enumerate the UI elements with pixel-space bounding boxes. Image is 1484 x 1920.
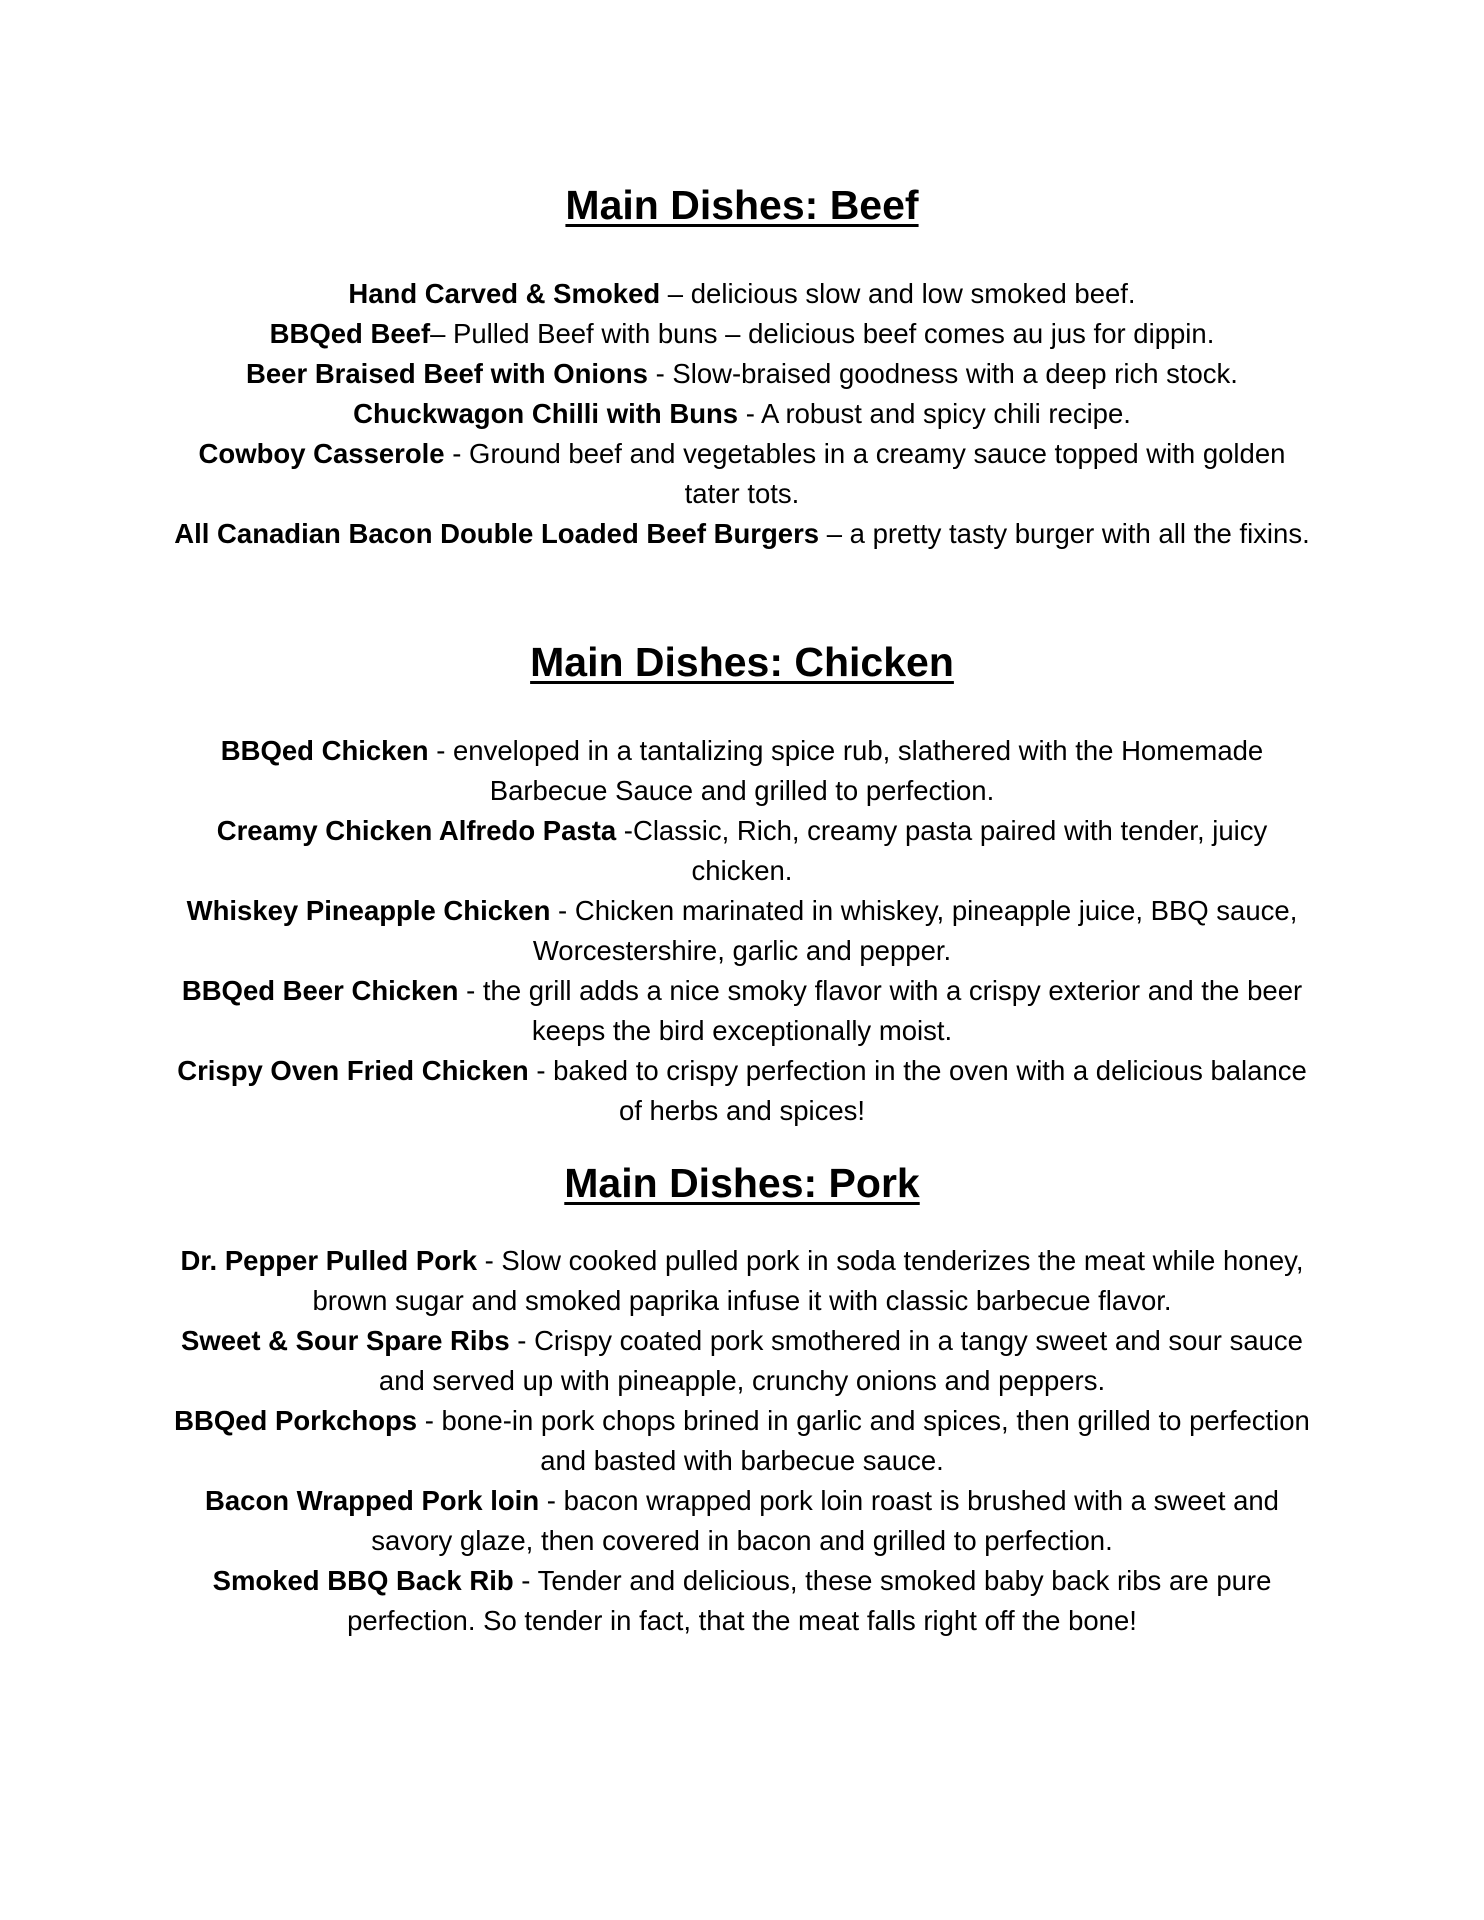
dish-name: Whiskey Pineapple Chicken	[186, 895, 551, 926]
dish-item	[170, 1051, 1314, 1131]
dish-name: Dr. Pepper Pulled Pork	[180, 1245, 477, 1276]
dish-description: - Ground beef and vegetables in a creamy sauce topped with golden tater tots.	[444, 438, 1286, 509]
dish-description: -Classic, Rich, creamy pasta paired with tender, juicy chicken.	[616, 815, 1268, 886]
dish-description: - Slow cooked pulled pork in soda tenderizes the meat while honey, brown sugar and smoked paprika infuse it with classic barbecue flavor.	[312, 1245, 1304, 1316]
dish-item	[170, 731, 1314, 811]
dish-description: - Slow-braised goodness with a deep rich stock.	[647, 358, 1238, 389]
dish-item	[170, 314, 1314, 354]
section-pork	[170, 1158, 1314, 1641]
dish-description: - Tender and delicious, these smoked baby back ribs are pure perfection. So tender in fact, that the meat falls right off the bone!	[347, 1565, 1272, 1636]
dish-name: BBQed Beef	[269, 318, 431, 349]
dish-list	[170, 1241, 1314, 1641]
dish-description: - Crispy coated pork smothered in a tangy sweet and sour sauce and served up with pineapple, crunchy onions and peppers.	[378, 1325, 1303, 1396]
section-title: Main Dishes: Beef	[565, 182, 919, 228]
dish-description: – delicious slow and low smoked beef.	[660, 278, 1136, 309]
dish-name: Sweet & Sour Spare Ribs	[181, 1325, 510, 1356]
dish-item	[170, 1321, 1314, 1401]
dish-item	[170, 891, 1314, 971]
dish-name: BBQed Porkchops	[174, 1405, 418, 1436]
dish-item	[170, 394, 1314, 434]
dish-description: - bone-in pork chops brined in garlic and spices, then grilled to perfection and basted with barbecue sauce.	[417, 1405, 1310, 1476]
dish-description: - bacon wrapped pork loin roast is brushed with a sweet and savory glaze, then covered in bacon and grilled to perfection.	[371, 1485, 1279, 1556]
dish-item	[170, 354, 1314, 394]
dish-name: Smoked BBQ Back Rib	[212, 1565, 514, 1596]
dish-list	[170, 731, 1314, 1131]
dish-description: - baked to crispy perfection in the oven with a delicious balance of herbs and spices!	[528, 1055, 1307, 1126]
dish-name: Cowboy Casserole	[198, 438, 445, 469]
dish-description: - enveloped in a tantalizing spice rub, slathered with the Homemade Barbecue Sauce and grilled to perfection.	[428, 735, 1264, 806]
section-chicken	[170, 637, 1314, 1131]
section-beef	[170, 180, 1314, 554]
dish-description: - the grill adds a nice smoky flavor with a crispy exterior and the beer keeps the bird exceptionally moist.	[458, 975, 1303, 1046]
dish-description: – a pretty tasty burger with all the fixins.	[819, 518, 1310, 549]
dish-item	[170, 434, 1314, 514]
dish-item	[170, 811, 1314, 891]
dish-name: Bacon Wrapped Pork loin	[205, 1485, 540, 1516]
dish-name: Beer Braised Beef with Onions	[246, 358, 648, 389]
dish-name: BBQed Beer Chicken	[181, 975, 459, 1006]
dish-item	[170, 1561, 1314, 1641]
dish-item	[170, 1241, 1314, 1321]
dish-name: Crispy Oven Fried Chicken	[177, 1055, 529, 1086]
dish-name: Chuckwagon Chilli with Buns	[353, 398, 739, 429]
dish-name: BBQed Chicken	[220, 735, 429, 766]
section-title: Main Dishes: Pork	[564, 1160, 920, 1206]
dish-list	[170, 274, 1314, 554]
dish-name: Creamy Chicken Alfredo Pasta	[216, 815, 617, 846]
dish-description: – Pulled Beef with buns – delicious beef comes au jus for dippin.	[430, 318, 1215, 349]
dish-description: - A robust and spicy chili recipe.	[738, 398, 1131, 429]
dish-item	[170, 1481, 1314, 1561]
dish-item	[170, 971, 1314, 1051]
dish-name: Hand Carved & Smoked	[348, 278, 661, 309]
dish-item	[170, 1401, 1314, 1481]
dish-name: All Canadian Bacon Double Loaded Beef Burgers	[174, 518, 820, 549]
dish-description: - Chicken marinated in whiskey, pineapple juice, BBQ sauce, Worcestershire, garlic and pepper.	[532, 895, 1298, 966]
dish-item	[170, 274, 1314, 314]
dish-item	[170, 514, 1314, 554]
section-title: Main Dishes: Chicken	[530, 639, 954, 685]
